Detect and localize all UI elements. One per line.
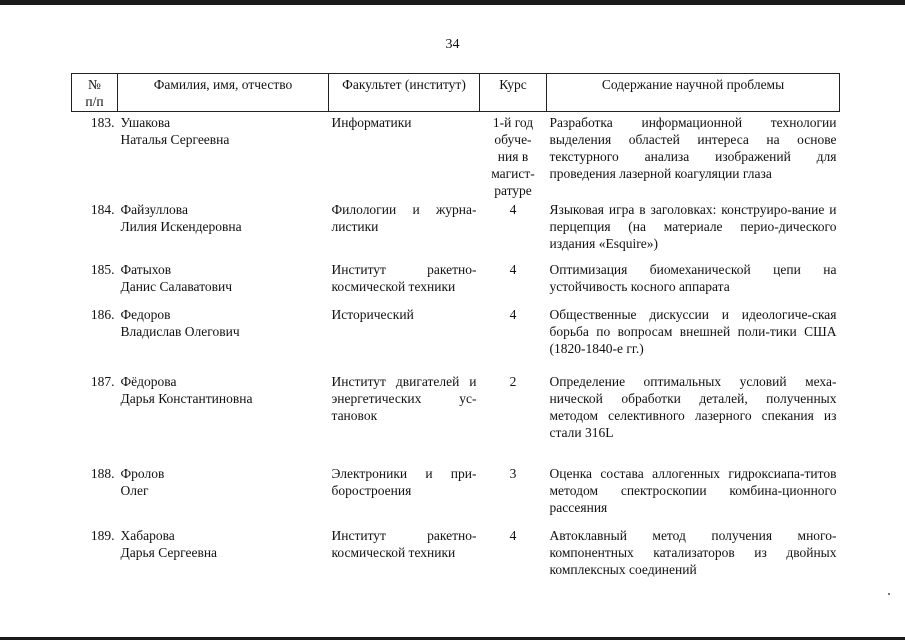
- student-name: [118, 295, 329, 357]
- research-topic: Разработка информационной технологии выделения областей интереса на основе текстурного анализа изображений для проведения лазерной коагуляции глаза: [549, 115, 837, 181]
- faculty: Исторический: [331, 307, 414, 322]
- row-number: 189.: [90, 528, 115, 543]
- header-number-label: № п/п: [85, 77, 104, 109]
- research-topic: Языковая игра в заголовках: конструиро-вание и перцепция (на материале перио-дического издания «Esquire»): [549, 202, 837, 251]
- table-row: [72, 199, 840, 252]
- row-number: 185.: [90, 262, 115, 277]
- table-header: [72, 74, 840, 112]
- research-topic: Оптимизация биомеханической цепи на устойчивость косного аппарата: [549, 262, 837, 294]
- faculty: Информатики: [331, 115, 412, 130]
- row-number: 184.: [90, 202, 115, 217]
- faculty: Филологии и журна-листики: [331, 202, 477, 234]
- course: 4: [509, 307, 517, 322]
- table-row: [72, 441, 840, 516]
- header-topic: Содержание научной проблемы: [547, 74, 840, 112]
- student-name-text: Ушакова Наталья Сергеевна: [120, 115, 230, 147]
- row-number: 183.: [90, 115, 115, 130]
- student-name-text: Фролов Олег: [120, 466, 165, 498]
- course: 3: [509, 466, 517, 481]
- course: 4: [509, 262, 517, 277]
- faculty: Институт двигателей и энергетических ус-тановок: [331, 374, 477, 423]
- course: 2: [509, 374, 517, 389]
- student-name: [118, 516, 329, 578]
- table-row: [72, 357, 840, 441]
- table-row: [72, 112, 840, 200]
- student-name: [118, 199, 329, 252]
- course-text: 1-й год обуче- ния в магист- ратуре: [491, 115, 535, 198]
- course: [480, 112, 547, 200]
- table-row: [72, 295, 840, 357]
- student-name: [118, 357, 329, 441]
- student-name-text: Хабарова Дарья Сергеевна: [120, 528, 218, 560]
- student-name: [118, 252, 329, 295]
- course: 4: [509, 202, 517, 217]
- course: 4: [509, 528, 517, 543]
- top-border-rule: [0, 0, 905, 5]
- row-number: 187.: [90, 374, 115, 389]
- header-faculty: Факультет (институт): [329, 74, 480, 112]
- student-name-text: Файзуллова Лилия Искендеровна: [120, 202, 242, 234]
- research-topic: Общественные дискуссии и идеологиче-ская борьба по вопросам внешней поли-тики США (1820-1840-е гг.): [549, 307, 837, 356]
- table-body: [72, 112, 840, 579]
- row-number: 188.: [90, 466, 115, 481]
- research-topic: Оценка состава аллогенных гидроксиапа-титов методом спектроскопии комбина-ционного рассеяния: [549, 466, 837, 515]
- students-table: [71, 73, 840, 578]
- page-number: 34: [445, 37, 460, 52]
- faculty: Институт ракетно-космической техники: [331, 528, 477, 560]
- faculty: Электроники и при-боростроения: [331, 466, 477, 498]
- scan-speck: [888, 593, 890, 595]
- student-name: [118, 112, 329, 200]
- header-number: [72, 74, 118, 112]
- row-number: 186.: [90, 307, 115, 322]
- header-course: Курс: [480, 74, 547, 112]
- student-name-text: Фёдорова Дарья Константиновна: [120, 374, 253, 406]
- header-row: [72, 74, 840, 112]
- student-name: [118, 441, 329, 516]
- table-row: [72, 516, 840, 578]
- research-topic: Автоклавный метод получения много-компонентных катализаторов из двойных комплексных соединений: [549, 528, 837, 577]
- faculty: Институт ракетно-космической техники: [331, 262, 477, 294]
- table-row: [72, 252, 840, 295]
- header-name: Фамилия, имя, отчество: [118, 74, 329, 112]
- student-name-text: Федоров Владислав Олегович: [120, 307, 240, 339]
- research-topic: Определение оптимальных условий меха-нической обработки деталей, полученных методом селективного лазерного спекания из стали 316L: [549, 374, 837, 440]
- student-name-text: Фатыхов Данис Салаватович: [120, 262, 233, 294]
